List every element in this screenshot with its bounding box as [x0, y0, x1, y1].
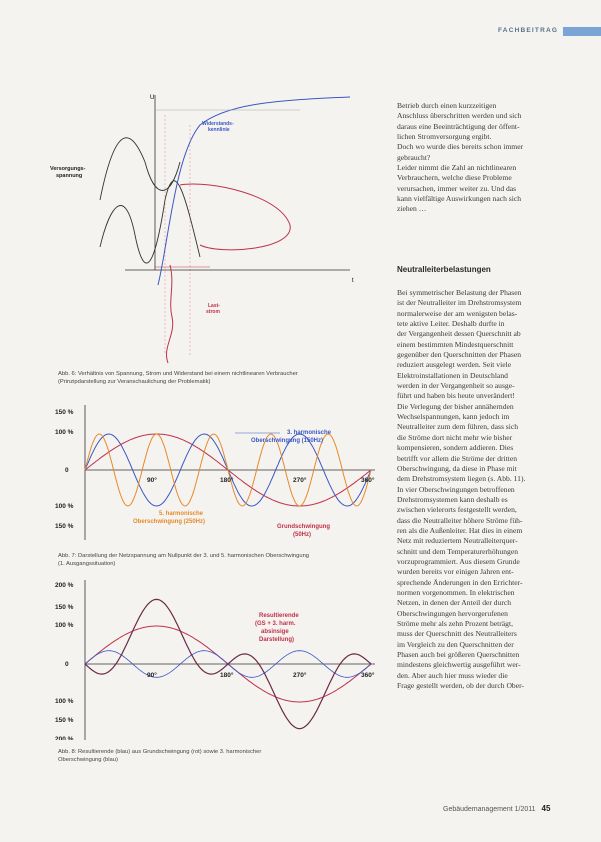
body-line: Die Verlegung der bisher annähernden: [397, 401, 514, 411]
svg-text:0: 0: [65, 467, 69, 474]
intro-line: daraus eine Beeinträchtigung der öffent-: [397, 121, 520, 131]
fig1-resistance-label-2: kennlinie: [208, 127, 230, 133]
body-line: Elektroinstallationen in Deutschland: [397, 370, 508, 380]
body-line: Drehstromsystemen kann deshalb es: [397, 494, 508, 504]
svg-text:180°: 180°: [220, 477, 234, 484]
intro-line: gebraucht?: [397, 152, 431, 162]
intro-line: Leider nimmt die Zahl an nichtlinearen: [397, 163, 517, 173]
intro-line: Anschluss überschritten werden und sich: [397, 111, 522, 121]
body-line: kompensieren, sondern addieren. Dies: [397, 443, 514, 453]
intro-line: Verbrauchern, welche diese Probleme: [397, 173, 512, 183]
body-line: mindestens gleichwertig ausgeführt wer-: [397, 660, 521, 670]
header-label: FACHBEITRAG: [498, 27, 559, 34]
svg-text:270°: 270°: [293, 477, 307, 484]
figure-3: [55, 575, 385, 740]
page-footer: [443, 804, 550, 813]
intro-line: lichen Stromversorgung ergibt.: [397, 132, 492, 142]
body-text-main: [397, 288, 557, 691]
figure-2: [55, 400, 385, 550]
svg-text:100 %: 100 %: [55, 622, 74, 629]
svg-text:90°: 90°: [147, 477, 157, 484]
body-line: zwischen vielerorts festgestellt werden,: [397, 505, 517, 515]
body-line: sprechende Änderungen in den Errichter-: [397, 577, 523, 587]
intro-line: Doch wo wurde dies bereits schon immer: [397, 142, 524, 152]
fig3-caption: Abb. 8: Resultierende (blau) aus Grundschwingung (rot) sowie 3. harmonischer Oberschwingung (blau): [58, 749, 262, 763]
figure-1: [50, 85, 380, 370]
body-line: Phasen auch bei größeren Querschnitten: [397, 650, 520, 660]
body-line: muss der Querschnitt des Neutralleiters: [397, 629, 517, 639]
body-line: Netz mit reduziertem Neutralleiterquer-: [397, 536, 518, 546]
fig1-caption: Abb. 6: Verhältnis von Spannung, Strom und Widerstand bei einem nichtlinearen Verbraucher (Prinzipdarstellung zur Veranschaulichung der Problematik): [58, 371, 298, 385]
body-line: Bei symmetrischer Belastung der Phasen: [397, 288, 522, 297]
intro-line: Betrieb durch einen kurzzeitigen: [397, 101, 497, 110]
body-line: den. Aber auch hier muss wieder die: [397, 670, 508, 680]
svg-text:200 %: 200 %: [55, 736, 74, 740]
svg-text:5. harmonische Oberschwing: 5. harmonische Oberschwingung (250Hz): [133, 511, 206, 525]
intro-line: ziehen …: [397, 204, 427, 214]
body-line: reduziert ausgelegt werden. Seit viele: [397, 360, 512, 370]
body-line: wurden bereits vor einigen Jahren ent-: [397, 567, 514, 577]
svg-text:150 %: 150 %: [55, 604, 74, 611]
intro-line: kann vielfältige Auswirkungen nach sich: [397, 194, 521, 204]
svg-text:Grundschwingung (50Hz): Grundschwingung (50Hz): [277, 524, 330, 538]
svg-text:270°: 270°: [293, 672, 307, 679]
body-line: normalerweise der am wenigsten belas-: [397, 308, 518, 318]
body-line: werden in der Vergangenheit so ausge-: [397, 381, 515, 391]
body-line: gegenüber den Querschnitten der Phasen: [397, 350, 521, 360]
svg-text:100 %: 100 %: [55, 429, 74, 436]
fig1-voltage-label-1: Versorgungs-: [50, 166, 86, 172]
fig1-y-axis-label: U: [150, 95, 155, 101]
header-accent-bar: [563, 27, 601, 36]
svg-text:Versorgungs- spannung: [50, 166, 87, 179]
svg-text:360°: 360°: [361, 672, 375, 679]
svg-text:3. harmonische Oberschwing: 3. harmonische Oberschwingung (150Hz): [251, 430, 332, 444]
svg-text:150 %: 150 %: [55, 717, 74, 724]
svg-text:100 %: 100 %: [55, 503, 74, 510]
body-line: im Vergleich zu den Querschnitten der: [397, 639, 514, 649]
body-line: betrifft vor allem die Ströme der dritten: [397, 453, 518, 463]
fig1-x-axis-label: t: [352, 278, 354, 284]
body-line: dass die Neutralleiter höhere Ströme füh-: [397, 515, 523, 525]
section-heading: Neutralleiterbelastungen: [397, 265, 491, 274]
fig1-resistance-label-1: Widerstands-: [202, 121, 234, 127]
svg-text:150 %: 150 %: [55, 409, 74, 416]
journal-name: Gebäudemanagement 1/2011: [443, 806, 536, 813]
body-line: führt und haben bis heute unverändert!: [397, 391, 515, 401]
body-line: ren als die Außenleiter. Hat dies in einem: [397, 525, 523, 535]
fig1-current-label-1: Last-: [208, 303, 220, 309]
body-line: schnitt und dem Temperaturerhöhungen: [397, 546, 519, 556]
body-line: Netzen, in denen der Anteil der durch: [397, 598, 512, 608]
svg-text:150 %: 150 %: [55, 523, 74, 530]
body-line: dem Drehstromsystem liegen (s. Abb. 11).: [397, 474, 526, 484]
svg-text:Resultierende (GS + 3. har: Resultierende (GS + 3. harm. absinsige Darstellung): [255, 613, 299, 643]
body-line: Ströme mehr als zehn Prozent beträgt,: [397, 619, 513, 628]
body-line: tete aktive Leiter. Deshalb durfte in: [397, 319, 505, 329]
body-text-top: [397, 101, 557, 215]
body-line: In vier Oberschwingungen betroffenen: [397, 484, 515, 494]
svg-text:200 %: 200 %: [55, 582, 74, 589]
svg-text:90°: 90°: [147, 672, 157, 679]
fig1-voltage-label-2: spannung: [56, 173, 83, 179]
body-line: Frage gestellt werden, ob der durch Ober-: [397, 681, 524, 691]
body-line: Oberschwingung, da diese in Phase mit: [397, 463, 517, 473]
page-number: 45: [541, 804, 551, 813]
svg-text:360°: 360°: [361, 477, 375, 484]
svg-text:Last- strom: [206, 303, 221, 315]
body-line: normen vorgenommen. In elektrischen: [397, 587, 515, 597]
body-line: Neutralleiter zum dem führen, dass sich: [397, 422, 519, 432]
fig1-current-label-2: strom: [206, 309, 220, 315]
svg-text:Widerstands- kennlinie: [202, 121, 235, 133]
body-line: ist der Neutralleiter im Drehstromsystem: [397, 298, 522, 308]
intro-line: verursachen, immer weiter zu. Und das: [397, 183, 517, 193]
body-line: die Ströme dort nicht mehr wie bisher: [397, 432, 513, 442]
svg-text:0: 0: [65, 661, 69, 668]
body-line: Oberschwingungen hervorgerufenen: [397, 608, 508, 618]
svg-text:100 %: 100 %: [55, 698, 74, 705]
body-line: einem bestimmten Mindestquerschnitt: [397, 339, 514, 349]
body-line: Wechselspannungen, kann jedoch im: [397, 412, 510, 422]
body-line: der Vergangenheit dessen Querschnitt ab: [397, 329, 521, 339]
svg-text:180°: 180°: [220, 672, 234, 679]
body-line: vorzuprogrammiert. Aus diesem Grunde: [397, 556, 520, 566]
fig2-caption: Abb. 7: Darstellung der Netzspannung am Nullpunkt der 3. und 5. harmonischen Oberschwingung (1. Ausgangssituation): [58, 553, 310, 567]
